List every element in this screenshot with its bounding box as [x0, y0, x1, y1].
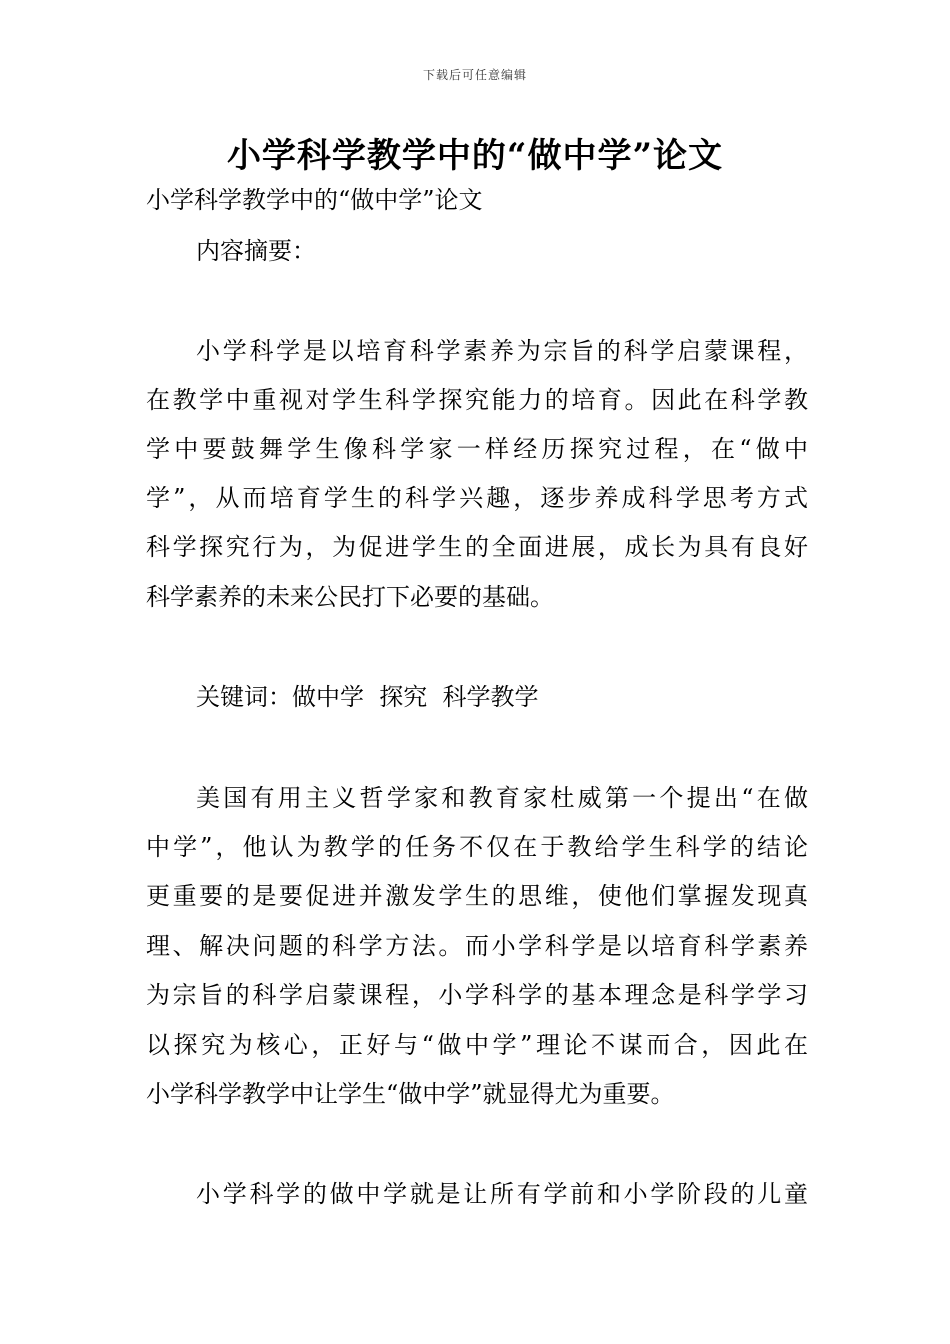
body-line: 小学科学教学中让学生“做中学”就显得尤为重要。	[146, 1080, 675, 1108]
document-subtitle: 小学科学教学中的“做中学”论文	[146, 186, 483, 214]
body-line: 小学科学的做中学就是让所有学前和小学阶段的儿童	[196, 1180, 808, 1208]
body-line: 为宗旨的科学启蒙课程，小学科学的基本理念是科学学习	[146, 981, 808, 1009]
body-line: 以探究为核心，正好与“做中学”理论不谋而合，因此在	[146, 1031, 808, 1059]
body-line: 中学”，他认为教学的任务不仅在于教给学生科学的结论	[146, 833, 808, 861]
document-title: 小学科学教学中的“做中学”论文	[226, 136, 724, 176]
abstract-line: 学中要鼓舞学生像科学家一样经历探究过程，在“做中	[146, 435, 808, 463]
abstract-line: 在教学中重视对学生科学探究能力的培育。因此在科学教	[146, 386, 808, 414]
abstract-label: 内容摘要：	[196, 237, 316, 265]
keywords-line: 关键词：做中学 探究 科学教学	[196, 683, 539, 711]
body-line: 美国有用主义哲学家和教育家杜威第一个提出“在做	[196, 784, 808, 812]
abstract-line: 学”，从而培育学生的科学兴趣，逐步养成科学思考方式	[146, 484, 808, 512]
abstract-line: 科学探究行为，为促进学生的全面进展，成长为具有良好	[146, 533, 808, 561]
header-note: 下载后可任意编辑	[422, 68, 527, 82]
body-line: 理、解决问题的科学方法。而小学科学是以培育科学素养	[146, 932, 808, 960]
abstract-line: 科学素养的未来公民打下必要的基础。	[146, 583, 554, 611]
body-line: 更重要的是要促进并激发学生的思维，使他们掌握发现真	[146, 882, 808, 910]
abstract-line: 小学科学是以培育科学素养为宗旨的科学启蒙课程，	[196, 337, 808, 365]
